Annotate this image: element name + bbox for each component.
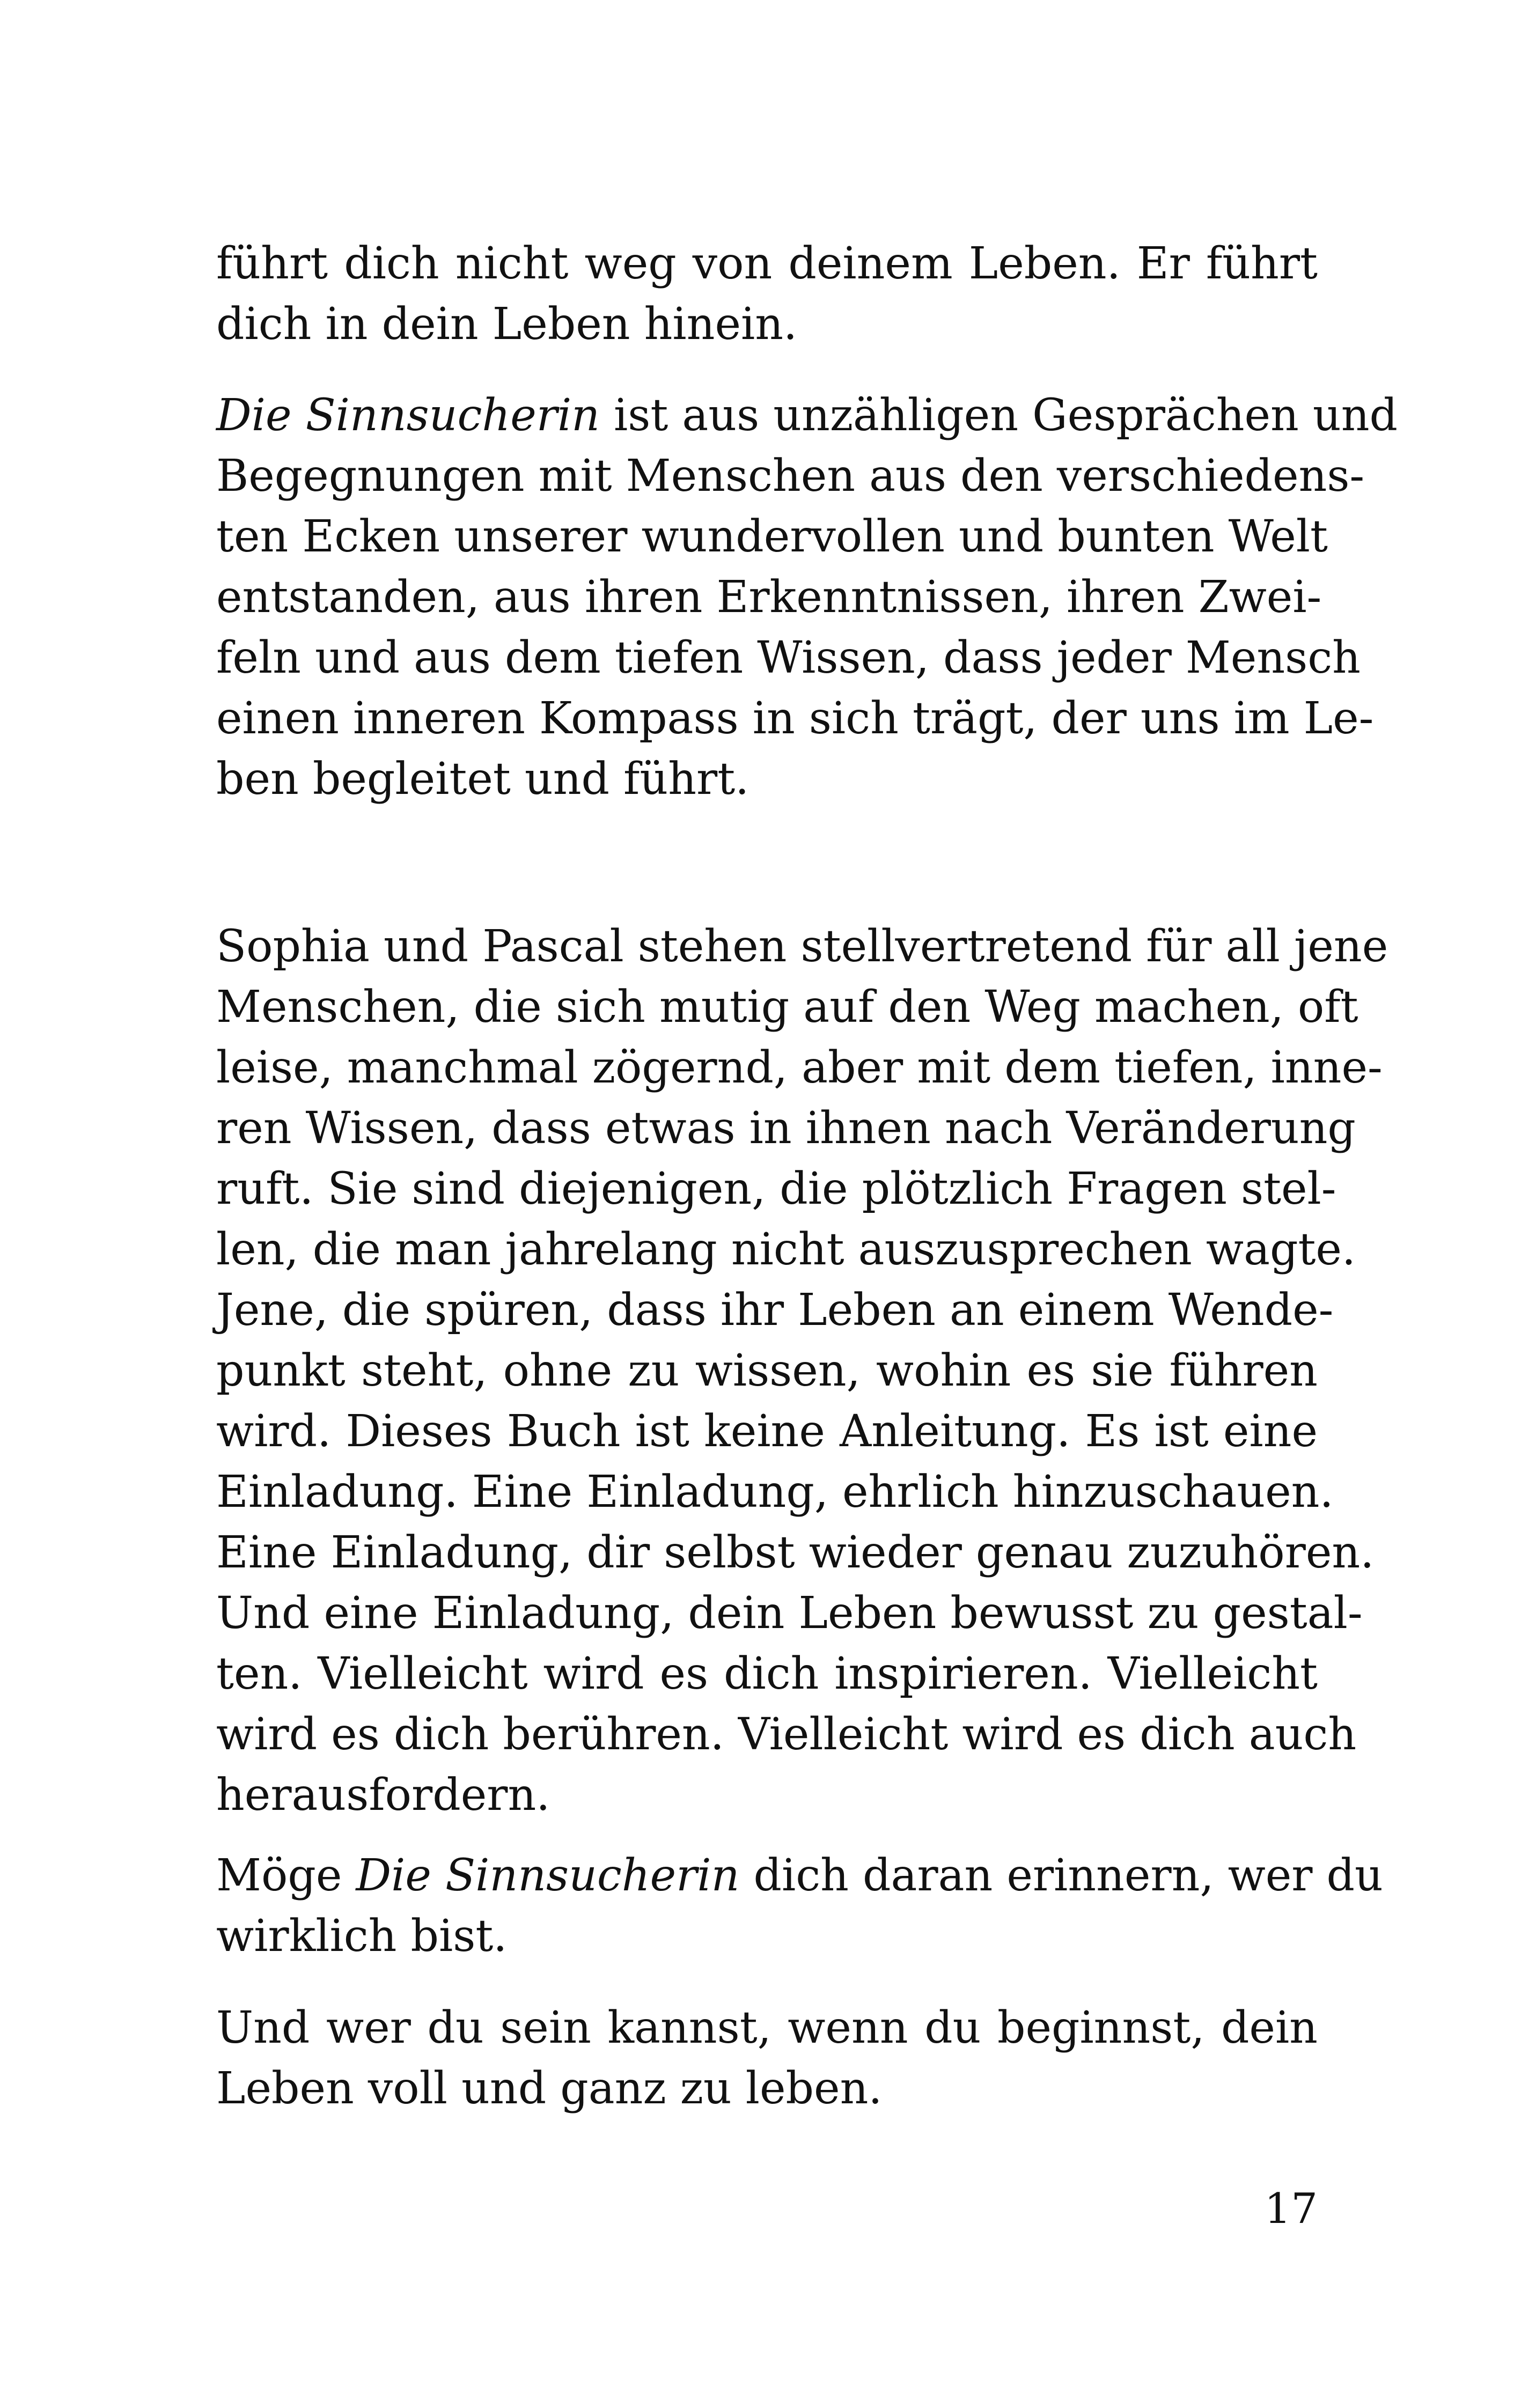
page-number: 17 (1264, 2185, 1318, 2233)
text-line: ruft. Sie sind diejenigen, die plötzlich Fragen stel- (216, 1164, 1336, 1214)
text-line: Leben voll und ganz zu leben. (216, 2063, 883, 2114)
text-line: Sophia und Pascal stehen stellvertretend für all jene (216, 921, 1388, 972)
text-line: wird es dich berühren. Vielleicht wird es dich auch (216, 1709, 1357, 1760)
text-line: ren Wissen, dass etwas in ihnen nach Veränderung (216, 1103, 1356, 1154)
text-line: Möge Die Sinnsucherin dich daran erinnern, wer du (216, 1850, 1383, 1901)
text-line: len, die man jahrelang nicht auszusprechen wagte. (216, 1224, 1356, 1275)
text-line: dich in dein Leben hinein. (216, 299, 798, 350)
book-title-italic: Die Sinnsucherin (216, 390, 600, 441)
text-line: punkt steht, ohne zu wissen, wohin es sie führen (216, 1345, 1318, 1396)
paragraph-5 (216, 1998, 1318, 2119)
text-line: Und eine Einladung, dein Leben bewusst zu gestal- (216, 1588, 1363, 1639)
text-line: Eine Einladung, dir selbst wieder genau zuzuhören. (216, 1527, 1375, 1578)
paragraph-4 (216, 1845, 1383, 1967)
text-line: Begegnungen mit Menschen aus den verschiedens- (216, 451, 1365, 502)
text-line: ten Ecken unserer wundervollen und bunten Welt (216, 511, 1328, 562)
text-line: leise, manchmal zögernd, aber mit dem tiefen, inne- (216, 1042, 1383, 1093)
text-line: wirklich bist. (216, 1911, 508, 1962)
text-line: einen inneren Kompass in sich trägt, der uns im Le- (216, 693, 1374, 744)
book-title-italic: Die Sinnsucherin (356, 1850, 740, 1901)
text-line: wird. Dieses Buch ist keine Anleitung. Es ist eine (216, 1406, 1318, 1457)
text-line: Jene, die spüren, dass ihr Leben an einem Wende- (216, 1285, 1334, 1336)
text-line: ben begleitet und führt. (216, 754, 750, 805)
text-line: herausfordern. (216, 1770, 550, 1821)
text-line: Menschen, die sich mutig auf den Weg machen, oft (216, 982, 1358, 1033)
paragraph-2 (216, 385, 1398, 809)
text-line: feln und aus dem tiefen Wissen, dass jeder Mensch (216, 632, 1361, 683)
text-line: ten. Vielleicht wird es dich inspirieren. Vielleicht (216, 1648, 1318, 1699)
text-line: entstanden, aus ihren Erkenntnissen, ihren Zwei- (216, 572, 1322, 623)
text-line: führt dich nicht weg von deinem Leben. Er führt (216, 238, 1318, 289)
text-line: Einladung. Eine Einladung, ehrlich hinzuschauen. (216, 1467, 1334, 1518)
text-line: Und wer du sein kannst, wenn du beginnst, dein (216, 2002, 1318, 2053)
paragraph-1 (216, 233, 1318, 355)
text-line: Die Sinnsucherin ist aus unzähligen Gesprächen und (216, 390, 1398, 441)
paragraph-3 (216, 916, 1388, 1825)
